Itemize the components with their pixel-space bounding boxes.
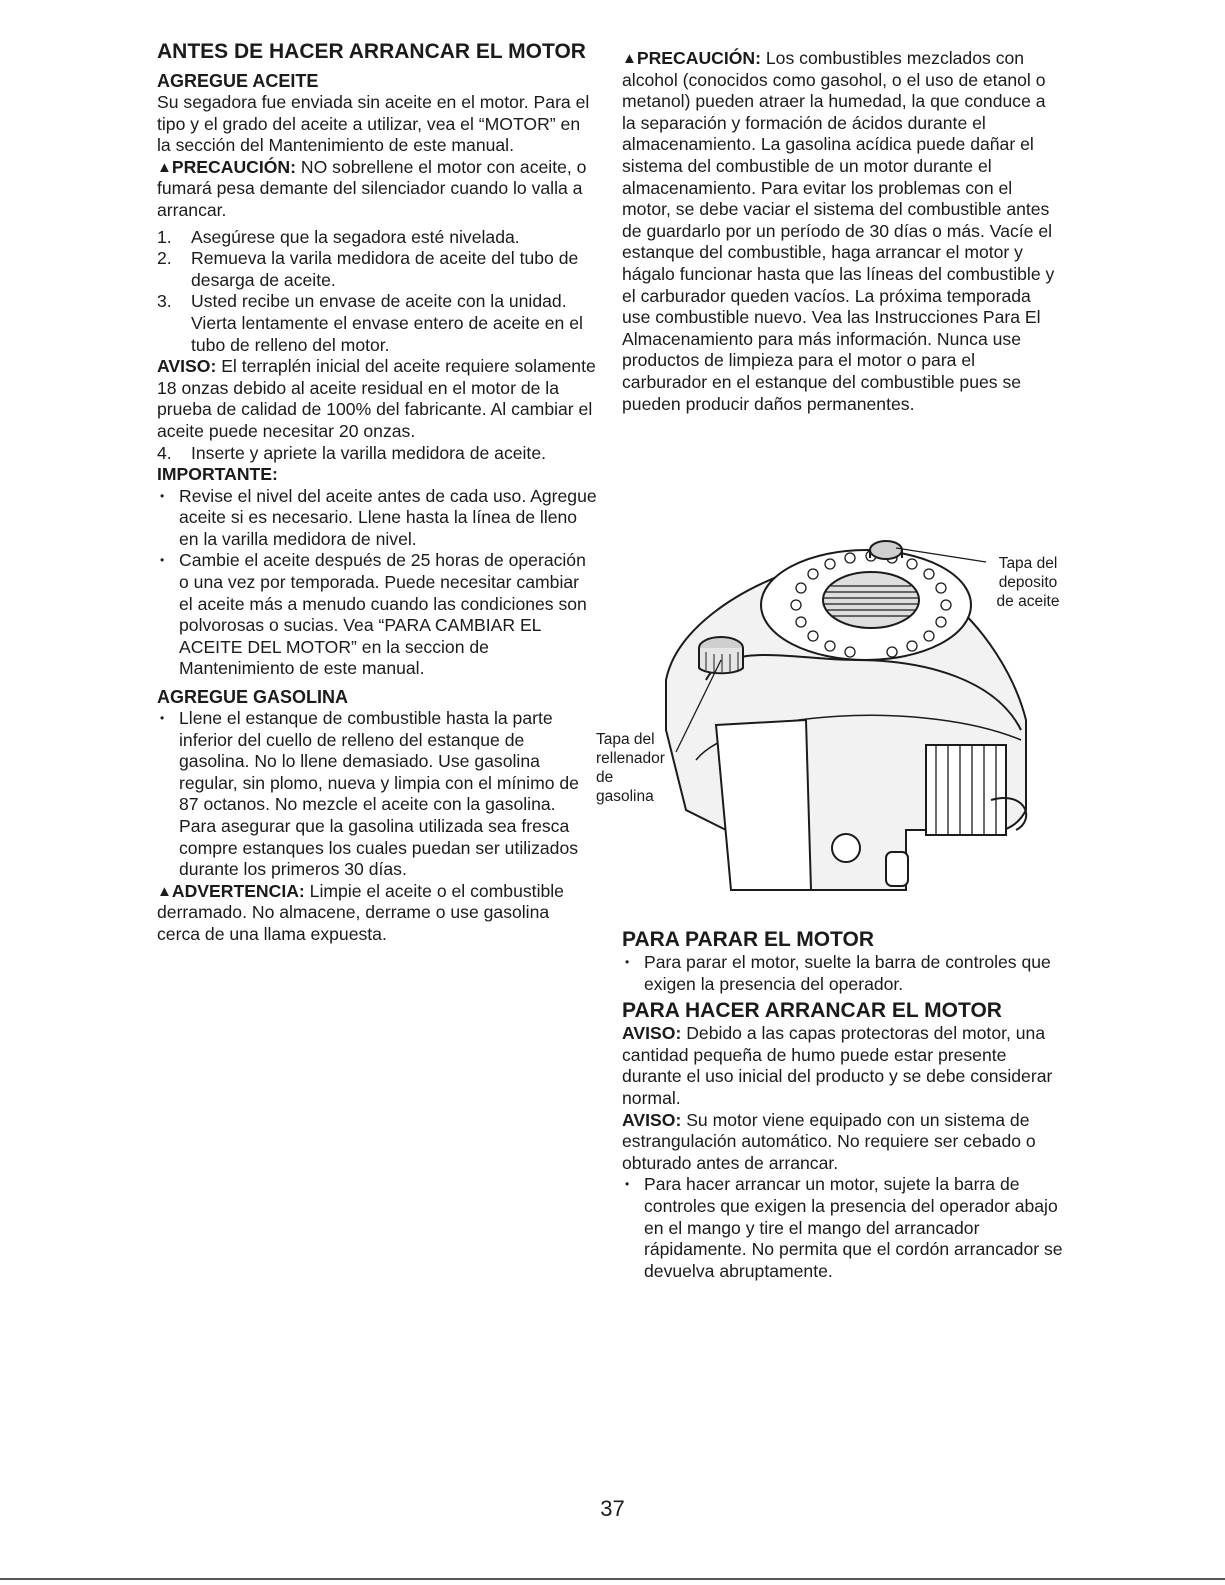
page-number: 37 [600,1496,625,1521]
important-label: IMPORTANTE: [157,464,278,485]
engine-diagram [596,530,1076,910]
caution-fuel: ▲PRECAUCIÓN: Los combustibles mezclados con alcohol (conocidos como gasohol, o el uso de etanol o metanol) pueden atraer la humedad, la que conduce a la separación y formación de ácidos durante el almacenamiento. La gasolina acídica puede dañar el sistema del combustible de un motor durante el almacenamiento. Para evitar los problemas con el motor, se debe vaciar el sistema del combustible antes de guardarlo por un período de 30 días o más. Vacíe el estanque del combustible, haga arrancar el motor y hágalo funcionar hasta que las líneas del combustible y el carburador queden vacíos. La próxima temporada use combustible nuevo. Vea las Instrucciones Para El Almacenamiento para más información. Nunca use productos de limpieza para el motor o para el carburador en el estanque del combustible pues se pueden producir daños permanentes. [622,48,1055,414]
list-item: 4. Inserte y apriete la varilla medidora de aceite. [157,442,546,463]
notice-oil-amount: AVISO: El terraplén inicial del aceite requiere solamente 18 onzas debido al aceite residual en el motor de la prueba de calidad de 100% del fabricante. Al cambiar el aceite puede necesitar 20 onzas. [157,356,596,441]
notice-smoke: AVISO: Debido a las capas protectoras del motor, una cantidad pequeña de humo puede estar presente durante el uso inicial del producto y se debe considerar normal. [622,1023,1053,1108]
stop-list [622,952,1064,995]
right-column-bottom [622,928,1064,1282]
list-item: • Llene el estanque de combustible hasta la parte inferior del cuello de relleno del estanque de gasolina. No lo llene demasiado. Use gasolina regular, sin plomo, nueva y limpia con el mínimo de 87 octanos. No mezcle el aceite con la gasolina. Para asegurar que la gasolina utilizada sea fresca compre estanques los cuales puedan ser utilizados durante los primeros 30 días. [157,708,597,881]
warning-gasoline: ▲ADVERTENCIA: Limpie el aceite o el combustible derramado. No almacene, derrame o use gasolina cerca de una llama expuesta. [157,880,564,944]
add-oil-intro: Su segadora fue enviada sin aceite en el motor. Para el tipo y el grado del aceite a utilizar, vea el “MOTOR” en la sección del Mantenimiento de este manual. [157,92,590,156]
bottom-rule [0,1578,1225,1580]
list-item: 2. Remueva la varila medidora de aceite del tubo de desarga de aceite. [157,248,579,290]
heading-start-engine: PARA HACER ARRANCAR EL MOTOR [622,999,1002,1023]
list-item: • Para parar el motor, suelte la barra de controles que exigen la presencia del operador. [622,952,1064,995]
caution-oil: ▲PRECAUCIÓN: NO sobrellene el motor con aceite, o fumará pesa demante del silenciador cuando lo valla a arrancar. [157,156,587,220]
warning-triangle-icon: ▲ [622,50,637,67]
gasoline-list [157,708,597,881]
important-list [157,486,597,680]
heading-add-oil: AGREGUE ACEITE [157,71,319,91]
oil-step-4 [157,443,597,465]
list-item: 3. Usted recibe un envase de aceite con la unidad. Vierta lentamente el envase entero de aceite en el tubo de relleno del motor. [157,291,583,355]
list-item: • Cambie el aceite después de 25 horas de operación o una vez por temporada. Puede necesitar cambiar el aceite más a menudo cuando las condiciones son polvorosas o sucias. Vea “PARA CAMBIAR EL ACEITE DEL MOTOR” en la seccion de Mantenimiento de este manual. [157,550,597,680]
right-column-top [622,48,1064,415]
warning-triangle-icon: ▲ [157,158,172,176]
list-item: • Para hacer arrancar un motor, sujete la barra de controles que exigen la presencia del operador abajo en el mango y tire el mango del arrancador rápidamente. No permita que el cordón arrancador se devuelva abruptamente. [622,1174,1064,1282]
notice-choke: AVISO: Su motor viene equipado con un sistema de estrangulación automático. No requiere ser cebado o obturado antes de arrancar. [622,1109,1036,1173]
warning-triangle-icon: ▲ [157,882,172,900]
oil-steps-list [157,227,597,357]
section-title-before-starting: ANTES DE HACER ARRANCAR EL MOTOR [157,40,586,63]
list-item: • Revise el nivel del aceite antes de cada uso. Agregue aceite si es necesario. Llene hasta la línea de lleno en la varilla medidora de nivel. [157,486,597,551]
left-column [157,40,597,946]
label-oil-cap: Tapa del deposito de aceite [996,555,1060,610]
start-list [622,1174,1064,1282]
label-fuel-cap: Tapa del rellenador de gasolina [596,731,665,805]
list-item: 1. Asegúrese que la segadora esté nivelada. [157,226,520,247]
heading-stop-engine: PARA PARAR EL MOTOR [622,928,875,951]
heading-add-gasoline: AGREGUE GASOLINA [157,687,349,708]
